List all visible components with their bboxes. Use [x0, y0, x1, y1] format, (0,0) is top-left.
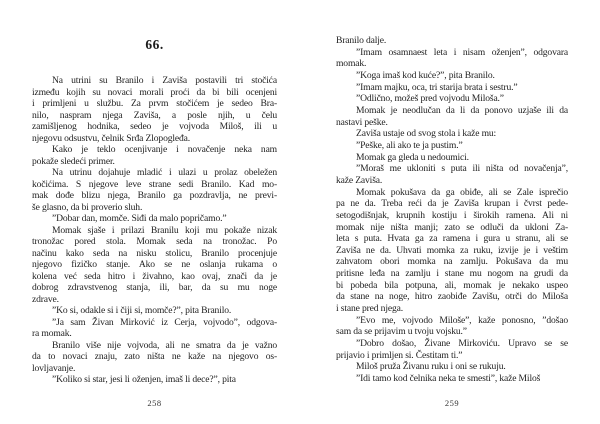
text-line: Branilo dalje.	[336, 35, 387, 46]
text-line: dobrog zdravstvenog stanja, ili, bar, da su mu noge	[32, 282, 277, 293]
text-line: kočićima. S njegove leve strane sedi Branilo. Kad mo-	[32, 178, 277, 190]
paragraph	[336, 315, 568, 338]
text-line: kolena već seda hitro i živahno, kao ovaj, znači da je	[32, 270, 277, 282]
paragraph	[336, 105, 568, 128]
paragraph	[336, 163, 568, 186]
text-line: ”Koga imaš kod kuće?”, pita Branilo.	[356, 69, 495, 81]
page-number-left: 258	[147, 398, 162, 408]
text-line: Na utrinu dojahuje mladić i ulazi u prolaz obeležen	[52, 167, 277, 178]
paragraph	[336, 187, 568, 315]
text-line: kaže Zaviša.	[336, 174, 383, 186]
text-line: mak dođe blizu njega, Branilo ga pozdravlja, ne previ-	[32, 190, 277, 201]
right-page-text	[336, 35, 568, 385]
page-number-right: 259	[444, 398, 460, 408]
text-line: ”Ko si, odakle si i čiji si, momče?”, pita Branilo.	[52, 305, 232, 316]
paragraph	[336, 35, 568, 47]
text-line: ra momak.	[32, 328, 72, 339]
text-line: ”Moraš me ukloniti s puta ili ništa od novačenja”,	[356, 163, 568, 175]
text-line: ”Dobar dan, momče. Siđi da malo popričamo.”	[52, 213, 227, 224]
paragraph	[32, 75, 277, 144]
text-line: še glasno, da bi proverio sluh.	[32, 201, 143, 213]
text-line: pa ne da. Treba reći da je Zaviša krupan i čvrst pede-	[336, 198, 568, 210]
text-line: momak.	[336, 58, 367, 70]
text-line: zahvatom obori momka na zamlju. Pokušava da mu	[336, 256, 568, 268]
paragraph	[32, 213, 277, 225]
text-line: Miloš pruža Živanu ruku i oni se rukuju.	[356, 361, 506, 373]
text-line: njegovu odsustvu, čelnik Srđa Zlopogleđa.	[32, 132, 190, 144]
text-line: ”Imam osamnaest leta i nisam oženjen”, odgovara	[356, 46, 568, 58]
text-line: Zaviša ustaje od svog stola i kaže mu:	[356, 128, 497, 140]
text-line: Branilo više nije vojvoda, ali ne smatra da je važno	[52, 339, 277, 351]
paragraph	[32, 305, 277, 317]
text-line: ”Ja sam Živan Mirković iz Cerja, vojvodo”, odgova-	[52, 316, 277, 328]
text-line: sam da se prijavim u tvoju vojsku.”	[336, 326, 467, 338]
text-line: Kako je teklo ocenjivanje i novačenje neka nam	[52, 144, 277, 155]
text-line: ”Idi tamo kod čelnika neka te smesti”, kaže Miloš	[356, 373, 541, 385]
chapter-heading: 66.	[145, 37, 164, 52]
paragraph	[336, 70, 568, 82]
text-line: nilo, naspram njega Zaviša, a posle njih, u čelu	[32, 109, 277, 121]
left-page-text	[32, 75, 277, 386]
paragraph	[32, 374, 277, 386]
paragraph	[32, 144, 277, 167]
paragraph	[336, 152, 568, 164]
text-line: tronožac pored stola. Momak seda na tronožac. Po	[32, 236, 277, 247]
text-line: da stane na noge, hitro zaobiđe Zavišu, otrči do Miloša	[336, 291, 568, 303]
paragraph	[32, 317, 277, 340]
paragraph	[336, 47, 568, 70]
text-line: ”Dobro došao, Živane Mirkoviću. Upravo se se	[356, 338, 568, 350]
text-line: setogodišnjak, krupnih kostiju i širokih ramena. Ali ni	[336, 209, 568, 221]
text-line: ”Peške, ali ako te ja pustim.”	[356, 139, 463, 151]
text-line: Momak pokušava da ga obiđe, ali se Zale isprečio	[356, 186, 568, 198]
text-line: ”Koliko si star, jesi li oženjen, imaš li dece?”, pita	[52, 374, 236, 385]
text-line: načinu kako seda na nisku stolicu, Branilo procenjuje	[32, 247, 277, 259]
text-line: između kojih su novaci morali proći da bi bili ocenjeni	[32, 86, 277, 98]
paragraph	[336, 128, 568, 140]
text-line: leta s puta. Hvata ga za ramena i gura u stranu, ali se	[336, 233, 568, 245]
text-line: Na utrini su Branilo i Zaviša postavili tri stočića	[52, 75, 277, 86]
text-line: i stane pred njega.	[336, 303, 403, 315]
paragraph	[336, 361, 568, 373]
text-line: Zaviša ne da. Uhvati momka za ruku, izvije je i veštim	[336, 244, 568, 256]
text-line: ”Odlično, možeš pred vojvodu Miloša.”	[356, 93, 504, 105]
text-line: prijavio i primljen si. Čestitam ti.”	[336, 349, 463, 361]
paragraph	[32, 225, 277, 306]
text-line: pritisne leđa na zamlju i stane mu nogom na grudi da	[336, 268, 568, 280]
text-line: Momak je neodlučan da li da ponovo uzjaše ili da	[356, 104, 568, 116]
paragraph	[336, 140, 568, 152]
text-line: Momak sjaše i prilazi Branilu koji mu pokaže nizak	[52, 224, 277, 236]
text-line: momak nije ništa manji; zato se odluči da ukloni Za-	[336, 221, 568, 233]
text-line: ”Evo me, vojvodo Miloše”, kaže ponosno, ”došao	[356, 314, 568, 326]
paragraph	[336, 93, 568, 105]
text-line: ”Imam majku, oca, tri starija brata i sestru.”	[356, 81, 518, 93]
text-line: pokaže sledeći primer.	[32, 155, 115, 167]
paragraph	[32, 167, 277, 213]
text-line: zdrave.	[32, 293, 59, 305]
text-line: lovljavanje.	[32, 362, 76, 374]
text-line: i primljeni u službu. Za prvm stočićem je sedeo Bra-	[32, 98, 277, 109]
text-line: bi pobeda bila potpuna, ali, momak je nekako uspeo	[336, 279, 568, 291]
text-line: njegovo fizičko stanje. Ako se ne oslanja rukama o	[32, 259, 277, 270]
text-line: Momak ga gleda u nedoumici.	[356, 151, 469, 163]
paragraph	[32, 340, 277, 375]
text-line: da to novaci znaju, zato ništa ne kaže na njegovo os-	[32, 351, 277, 362]
text-line: zamišljenog hodnika, sedeo je vojvoda Miloš, ili u	[32, 121, 277, 132]
text-line: nastavi peške.	[336, 116, 388, 128]
paragraph	[336, 82, 568, 94]
paragraph	[336, 338, 568, 361]
paragraph	[336, 373, 568, 385]
